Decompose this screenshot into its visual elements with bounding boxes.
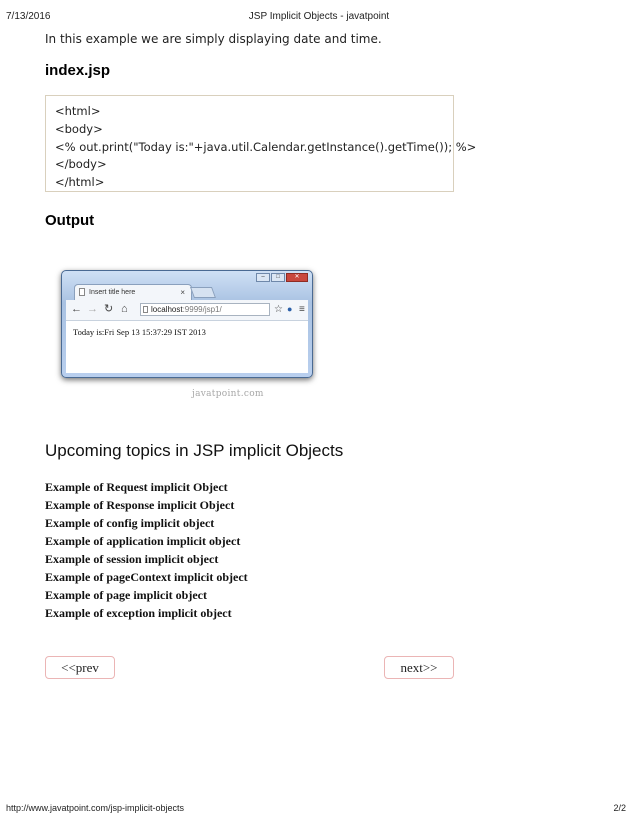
topic-link[interactable]: Example of config implicit object <box>45 516 215 530</box>
print-header-date: 7/13/2016 <box>6 11 51 22</box>
forward-arrow-icon: → <box>87 303 98 315</box>
print-header-title: JSP Implicit Objects - javatpoint <box>248 11 390 22</box>
intro-text: In this example we are simply displaying date and time. <box>45 32 382 46</box>
page-icon <box>79 288 85 296</box>
url-host: localhost <box>151 305 183 314</box>
topic-link[interactable]: Example of Request implicit Object <box>45 480 228 494</box>
topic-link[interactable]: Example of page implicit object <box>45 588 207 602</box>
heading-output: Output <box>45 212 95 229</box>
home-icon: ⌂ <box>121 303 128 315</box>
star-icon: ☆ <box>274 304 283 315</box>
topic-link[interactable]: Example of session implicit object <box>45 552 219 566</box>
print-footer-url: http://www.javatpoint.com/jsp-implicit-objects <box>6 803 185 813</box>
code-line: </body> <box>55 157 107 172</box>
code-line: <% out.print("Today is:"+java.util.Calendar.getInstance().getTime()); %> <box>55 139 477 154</box>
close-window-icon: ✕ <box>286 273 308 282</box>
address-bar <box>140 303 270 316</box>
topic-link[interactable]: Example of application implicit object <box>45 534 241 548</box>
back-arrow-icon: ← <box>71 303 82 315</box>
topic-link[interactable]: Example of pageContext implicit object <box>45 570 248 584</box>
topic-link[interactable]: Example of Response implicit Object <box>45 498 235 512</box>
page-icon <box>143 306 148 313</box>
window-controls <box>255 273 308 282</box>
maximize-icon: □ <box>271 273 285 282</box>
output-screenshot <box>57 266 319 384</box>
menu-icon: ≡ <box>299 304 305 315</box>
browser-page-content <box>66 321 308 373</box>
topic-links <box>45 478 248 622</box>
watermark: javatpoint.com <box>192 389 264 399</box>
heading-index-jsp: index.jsp <box>45 62 111 79</box>
reload-icon: ↻ <box>104 303 114 315</box>
new-tab-icon <box>190 287 216 298</box>
browser-window <box>61 270 313 378</box>
code-block <box>45 95 477 192</box>
browser-toolbar <box>66 300 308 321</box>
browser-tab <box>74 284 192 300</box>
next-button[interactable]: next>> <box>384 656 454 679</box>
url-path: :9999/jsp1/ <box>182 305 222 314</box>
code-line: <html> <box>55 104 101 118</box>
prev-button[interactable]: <<prev <box>45 656 115 679</box>
code-line: </html> <box>55 175 105 190</box>
minimize-icon: – <box>256 273 270 282</box>
output-date-text: Today is:Fri Sep 13 15:37:29 IST 2013 <box>73 327 206 337</box>
code-line: <body> <box>55 121 103 136</box>
tab-close-icon: × <box>180 288 185 297</box>
upcoming-topics-heading: Upcoming topics in JSP implicit Objects <box>45 441 344 460</box>
topic-link[interactable]: Example of exception implicit object <box>45 606 232 620</box>
tab-title: Insert title here <box>89 289 136 296</box>
extension-icon: ● <box>287 304 293 314</box>
print-footer-page: 2/2 <box>613 803 626 813</box>
